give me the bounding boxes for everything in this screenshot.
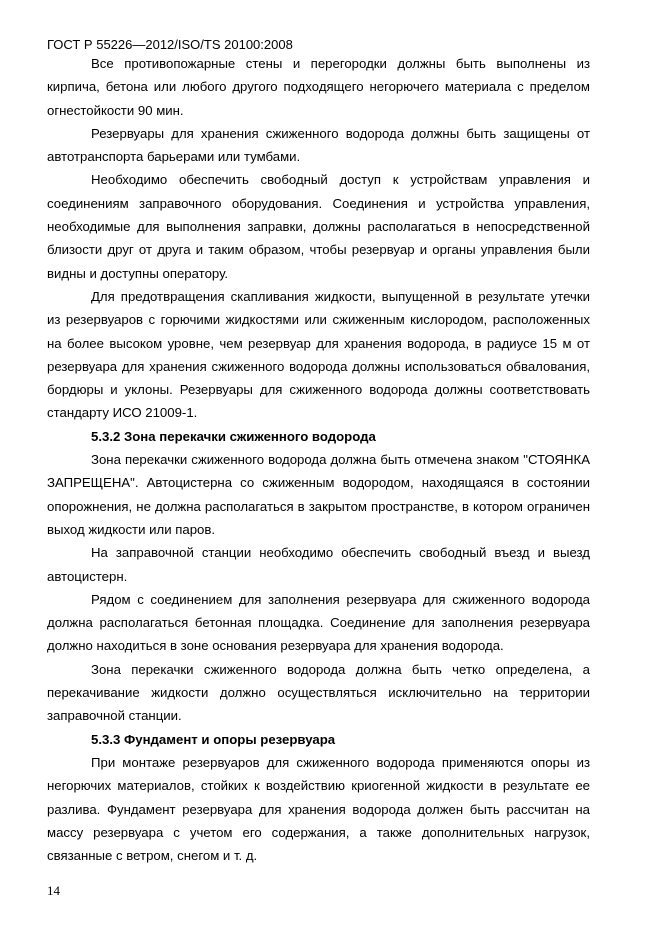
paragraph: Для предотвращения скапливания жидкости, выпущенной в результате утечки из резервуаров с горючими жидкостями или сжиженным кислородом, расположенных на более высоком уровне, чем резервуар для хранения водорода, в радиусе 15 м от резервуара для хранения сжиженного водорода должны использоваться обвалования, бордюры и уклоны. Резервуары для сжиженного водорода должны соответствовать стандарту ИСО 21009-1. [47,288,590,421]
paragraph: Резервуары для хранения сжиженного водорода должны быть защищены от автотранспорта барьерами или тумбами. [47,125,590,165]
paragraph: Рядом с соединением для заполнения резервуара для сжиженного водорода должна располагаться бетонная площадка. Соединение для заполнения резервуара должно находиться в зоне основания резервуара для хранения водорода. [47,591,590,654]
page-number: 14 [47,883,60,898]
paragraph: Зона перекачки сжиженного водорода должна быть четко определена, а перекачивание жидкости должно осуществляться исключительно на территории заправочной станции. [47,661,590,724]
section-heading-5-3-2: 5.3.2 Зона перекачки сжиженного водорода [91,428,376,444]
paragraph: Зона перекачки сжиженного водорода должна быть отмечена знаком "СТОЯНКА ЗАПРЕЩЕНА". Автоцистерна со сжиженным водородом, находящаяся в состоянии опорожнения, не должна располагаться в закрытом пространстве, в котором ограничен выход жидкости или паров. [47,452,590,537]
paragraph: Все противопожарные стены и перегородки должны быть выполнены из кирпича, бетона или любого другого подходящего негорючего материала с пределом огнестойкости 90 мин. [47,56,590,118]
running-header: ГОСТ Р 55226—2012/ISO/TS 20100:2008 [47,37,293,52]
document-body [47,52,590,867]
paragraph: Необходимо обеспечить свободный доступ к устройствам управления и соединениям заправочного оборудования. Соединения и устройства управления, необходимые для выполнения заправки, должны располагаться в непосредственной близости друг от друга и таким образом, чтобы резервуар и органы управления были видны и доступны оператору. [47,172,590,281]
paragraph: На заправочной станции необходимо обеспечить свободный въезд и выезд автоцистерн. [47,545,590,584]
section-heading-5-3-3: 5.3.3 Фундамент и опоры резервуара [91,731,336,747]
paragraph: При монтаже резервуаров для сжиженного водорода применяются опоры из негорючих материалов, стойких к воздействию криогенной жидкости в результате ее разлива. Фундамент резервуара для хранения водорода должен быть рассчитан на массу резервуара с учетом его содержания, а также дополнительных нагрузок, связанные с ветром, снегом и т. д. [47,754,590,864]
